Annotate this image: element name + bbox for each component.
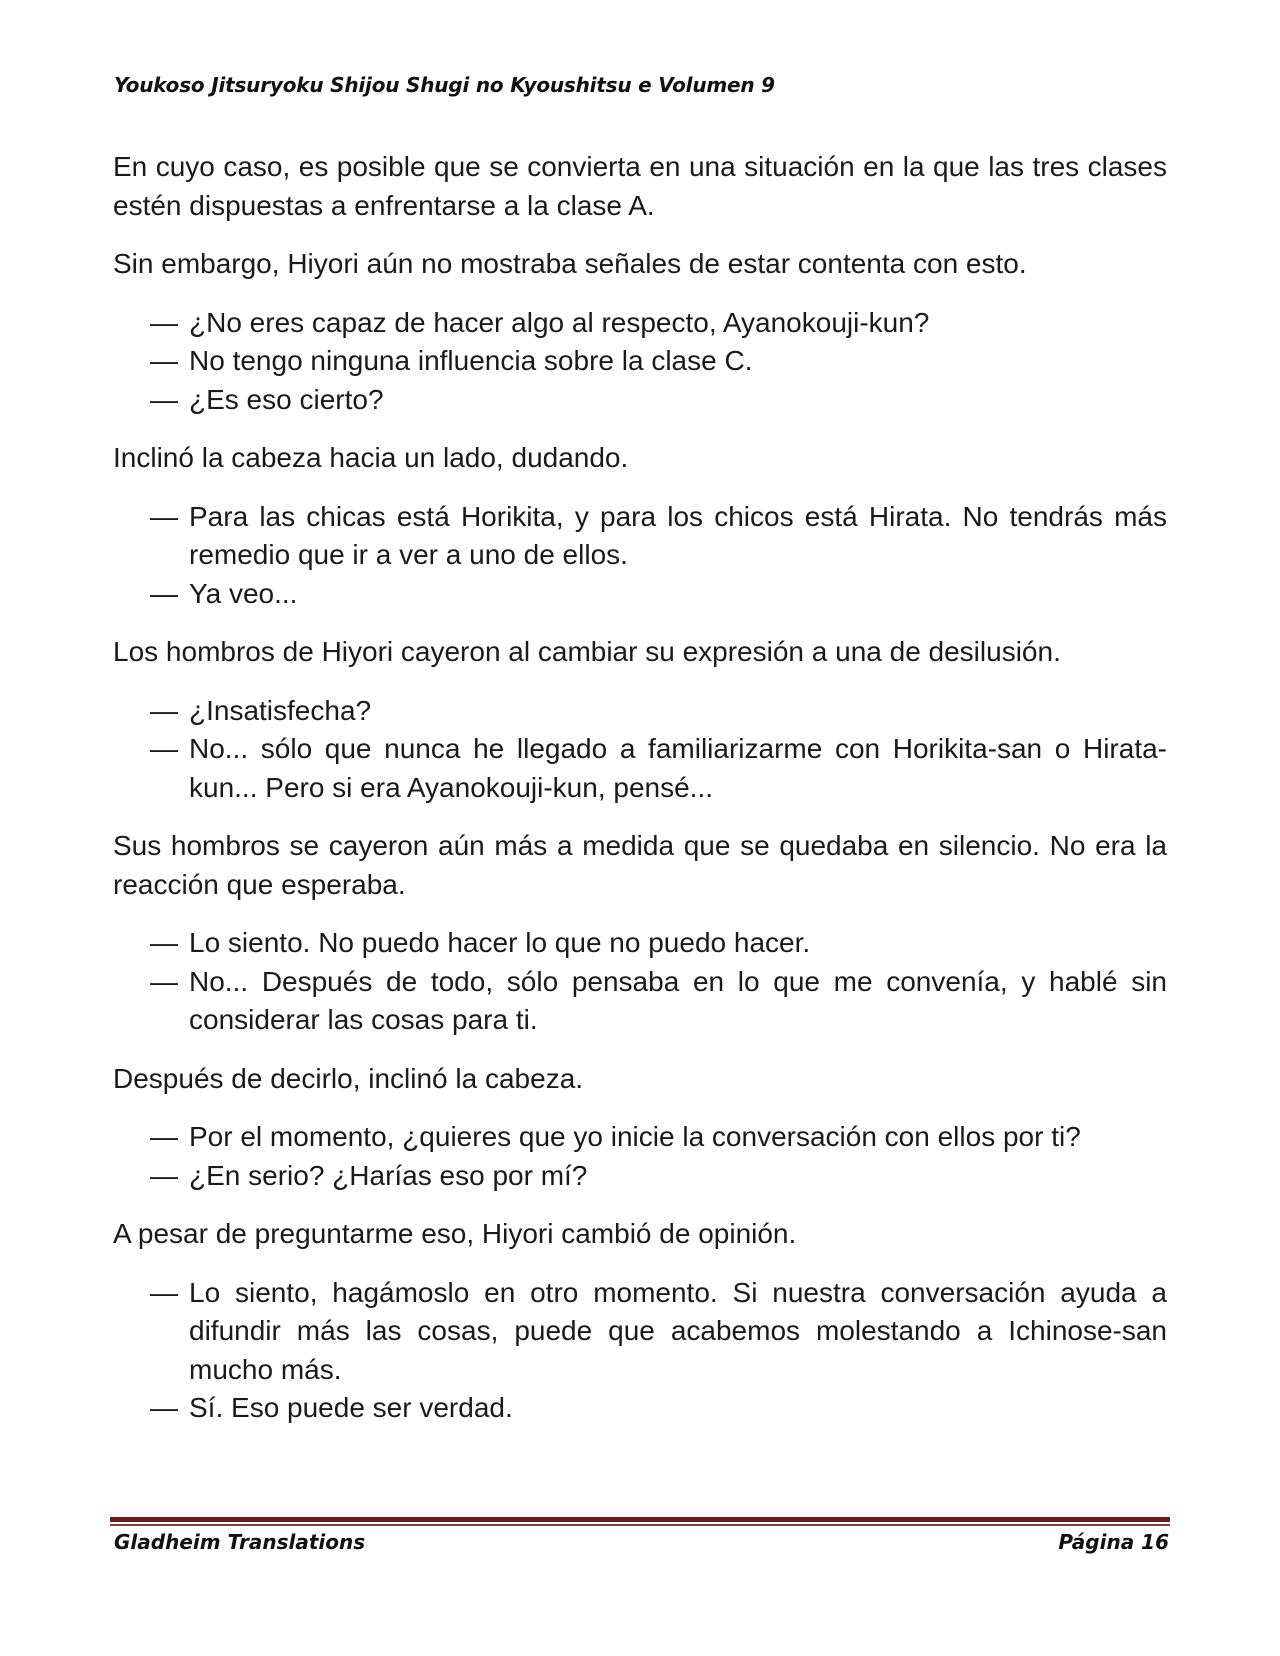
dialogue-line — [113, 924, 1167, 963]
footer-divider — [110, 1517, 1170, 1522]
dialogue-line — [113, 1118, 1167, 1157]
paragraph: Inclinó la cabeza hacia un lado, dudando. — [113, 442, 629, 473]
dialogue-dash: — — [150, 1121, 178, 1152]
dialogue-dash: — — [150, 927, 178, 958]
paragraph: Sus hombros se cayeron aún más a medida que se quedaba en silencio. No era la reacción que esperaba. — [113, 830, 1167, 900]
dialogue-line — [113, 963, 1167, 1040]
dialogue-line — [113, 342, 1167, 381]
dialogue-dash: — — [150, 694, 178, 726]
dialogue-dash: — — [150, 577, 178, 609]
dialogue-line — [113, 498, 1167, 575]
dialogue-text: ¿Insatisfecha? — [189, 694, 372, 726]
paragraph: A pesar de preguntarme eso, Hiyori cambió de opinión. — [113, 1218, 797, 1249]
dialogue-line — [113, 1389, 1167, 1428]
dialogue-group — [113, 924, 1167, 1040]
dialogue-text: Lo siento, hagámoslo en otro momento. Si nuestra conversación ayuda a difundir más las cosas, puede que acabemos molestando a Ichinose-san mucho más. — [189, 1276, 1167, 1385]
dialogue-text: Por el momento, ¿quieres que yo inicie la conversación con ellos por ti? — [189, 1121, 1081, 1152]
dialogue-group — [113, 304, 1167, 420]
paragraph: Sin embargo, Hiyori aún no mostraba señales de estar contenta con esto. — [113, 248, 1027, 279]
footer-publisher: Gladheim Translations — [114, 1530, 366, 1554]
paragraph: Después de decirlo, inclinó la cabeza. — [113, 1062, 584, 1094]
dialogue-dash: — — [150, 306, 178, 338]
dialogue-line — [113, 692, 1167, 731]
dialogue-text: Ya veo... — [189, 577, 298, 609]
dialogue-text: ¿Es eso cierto? — [189, 383, 384, 415]
dialogue-text: ¿En serio? ¿Harías eso por mí? — [189, 1159, 588, 1191]
footer-divider-thin — [110, 1524, 1170, 1526]
dialogue-dash: — — [150, 1159, 178, 1191]
dialogue-line — [113, 381, 1167, 420]
dialogue-line — [113, 1274, 1167, 1390]
dialogue-group — [113, 692, 1167, 808]
dialogue-text: No tengo ninguna influencia sobre la clase C. — [189, 345, 753, 376]
dialogue-text: Sí. Eso puede ser verdad. — [189, 1392, 513, 1423]
dialogue-dash: — — [150, 345, 178, 376]
dialogue-text: ¿No eres capaz de hacer algo al respecto, Ayanokouji-kun? — [189, 306, 930, 338]
paragraph: En cuyo caso, es posible que se convierta en una situación en la que las tres clases estén dispuestas a enfrentarse a la clase A. — [113, 151, 1167, 221]
page-body — [113, 148, 1167, 1448]
dialogue-text: No... Después de todo, sólo pensaba en lo que me convenía, y hablé sin considerar las cosas para ti. — [189, 965, 1167, 1035]
dialogue-dash: — — [150, 1276, 178, 1308]
page-number: Página 16 — [1058, 1530, 1169, 1554]
dialogue-text: Lo siento. No puedo hacer lo que no puedo hacer. — [189, 927, 811, 958]
document-header-title: Youkoso Jitsuryoku Shijou Shugi no Kyoushitsu e Volumen 9 — [114, 73, 775, 97]
dialogue-dash: — — [150, 1392, 178, 1423]
dialogue-line — [113, 304, 1167, 343]
dialogue-dash: — — [150, 733, 178, 764]
dialogue-line — [113, 730, 1167, 807]
dialogue-group — [113, 1274, 1167, 1428]
dialogue-dash: — — [150, 500, 178, 532]
dialogue-line — [113, 1157, 1167, 1196]
dialogue-text: No... sólo que nunca he llegado a familiarizarme con Horikita-san o Hirata-kun... Pero si era Ayanokouji-kun, pensé... — [189, 733, 1167, 803]
dialogue-dash: — — [150, 383, 178, 415]
dialogue-group — [113, 1118, 1167, 1195]
dialogue-dash: — — [150, 965, 178, 997]
dialogue-group — [113, 498, 1167, 614]
dialogue-line — [113, 575, 1167, 614]
dialogue-text: Para las chicas está Horikita, y para los chicos está Hirata. No tendrás más remedio que ir a ver a uno de ellos. — [189, 500, 1167, 570]
paragraph: Los hombros de Hiyori cayeron al cambiar su expresión a una de desilusión. — [113, 636, 1061, 667]
